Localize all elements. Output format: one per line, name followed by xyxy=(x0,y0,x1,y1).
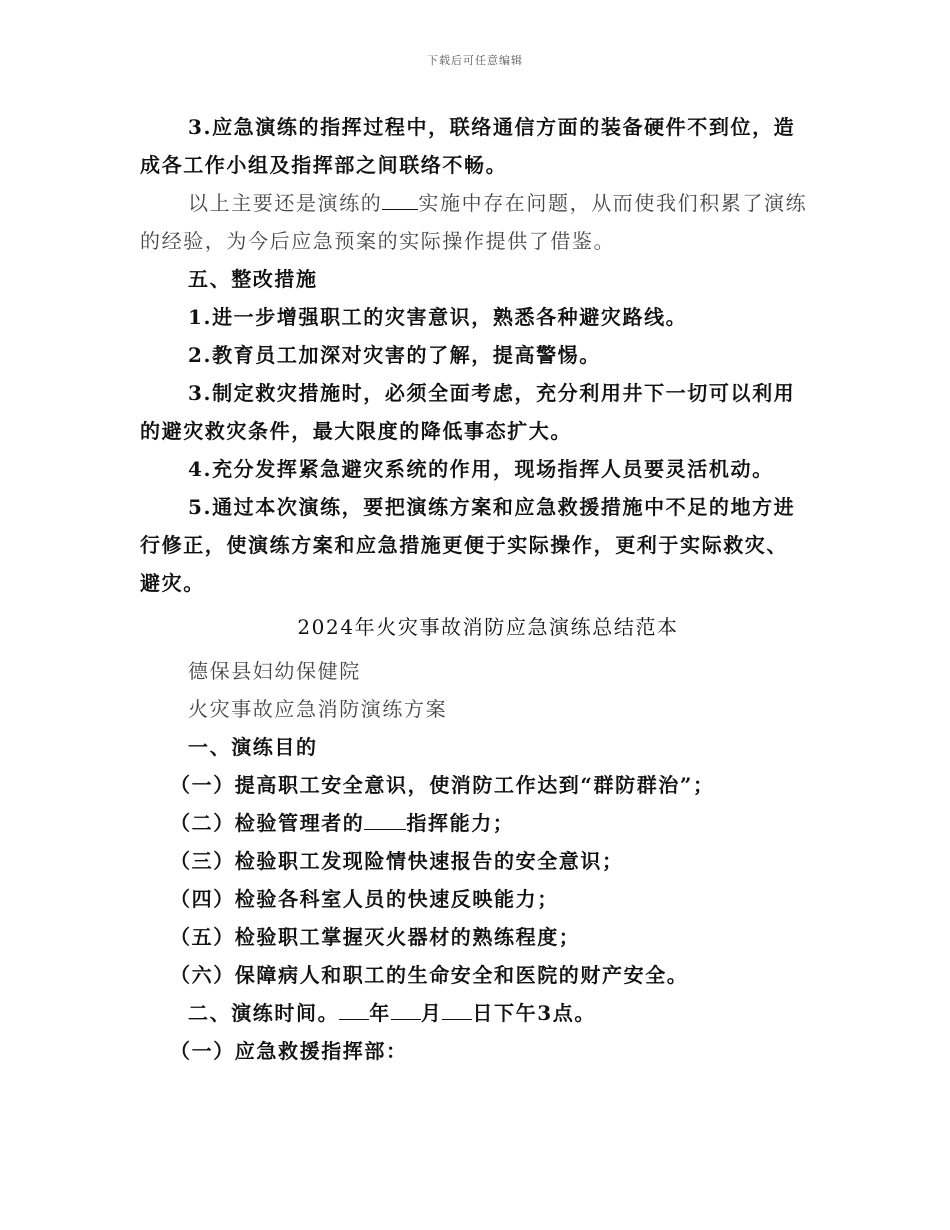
fill-blank-year xyxy=(339,1001,369,1020)
measure-5-line1: 5.通过本次演练，要把演练方案和应急救援措施中不足的地方进 xyxy=(188,495,796,519)
command-heading: （一）应急救援指挥部： xyxy=(170,1039,408,1063)
purpose-item-3: （三）检验职工发现险情快速报告的安全意识； xyxy=(170,849,624,873)
fill-blank xyxy=(382,191,418,210)
measure-3-line1: 3.制定救灾措施时，必须全面考虑，充分利用井下一切可以利用 xyxy=(188,381,796,405)
summary-text-part1: 以上主要还是演练的 xyxy=(188,191,383,215)
purpose-item-6: （六）保障病人和职工的生命安全和医院的财产安全。 xyxy=(170,963,689,987)
purpose-item-2-part2: 指挥能力； xyxy=(406,811,515,835)
paragraph-summary-line2: 的经验，为今后应急预案的实际操作提供了借鉴。 xyxy=(140,229,616,253)
drill-time-month: 月 xyxy=(420,1001,443,1025)
purpose-item-2 xyxy=(140,804,812,842)
purpose-item-2-part1: （二）检验管理者的 xyxy=(170,811,365,835)
fill-blank-month xyxy=(391,1001,421,1020)
paragraph-point3-line2: 成各工作小组及指挥部之间联络不畅。 xyxy=(140,153,508,177)
drill-time-day: 日下午3点。 xyxy=(472,1001,596,1025)
measure-5-line3: 避灾。 xyxy=(140,571,205,595)
summary-text-part2: 实施中存在问题，从而使我们积累了演练 xyxy=(418,191,808,215)
fill-blank xyxy=(364,811,406,830)
purpose-item-5: （五）检验职工掌握灭火器材的熟练程度； xyxy=(170,925,581,949)
drill-time-label: 二、演练时间。 xyxy=(188,1001,340,1025)
organization-name: 德保县妇幼保健院 xyxy=(188,659,361,683)
fill-blank-day xyxy=(442,1001,472,1020)
paragraph-summary-line1 xyxy=(140,184,812,222)
purpose-heading: 一、演练目的 xyxy=(188,735,318,759)
measure-2: 2.教育员工加深对灾害的了解，提高警惕。 xyxy=(188,343,601,367)
purpose-item-4: （四）检验各科室人员的快速反映能力； xyxy=(170,887,559,911)
plan-name: 火灾事故应急消防演练方案 xyxy=(188,697,448,721)
measure-3-line2: 的避灾救灾条件，最大限度的降低事态扩大。 xyxy=(140,419,572,443)
document-title: 2024年火灾事故消防应急演练总结范本 xyxy=(297,615,679,639)
page-header: 下载后可任意编辑 xyxy=(427,54,523,67)
paragraph-point3-line1: 3.应急演练的指挥过程中，联络通信方面的装备硬件不到位，造 xyxy=(188,115,796,139)
measure-4: 4.充分发挥紧急避灾系统的作用，现场指挥人员要灵活机动。 xyxy=(188,457,774,481)
drill-time-line xyxy=(140,994,812,1032)
document-body xyxy=(140,108,812,1070)
measure-1: 1.进一步增强职工的灾害意识，熟悉各种避灾路线。 xyxy=(188,305,688,329)
measure-5-line2: 行修正，使演练方案和应急措施更便于实际操作，更利于实际救灾、 xyxy=(140,533,788,557)
section-heading-five: 五、整改措施 xyxy=(188,267,318,291)
drill-time-year: 年 xyxy=(369,1001,391,1025)
purpose-item-1: （一）提高职工安全意识，使消防工作达到“群防群治”； xyxy=(170,773,715,797)
